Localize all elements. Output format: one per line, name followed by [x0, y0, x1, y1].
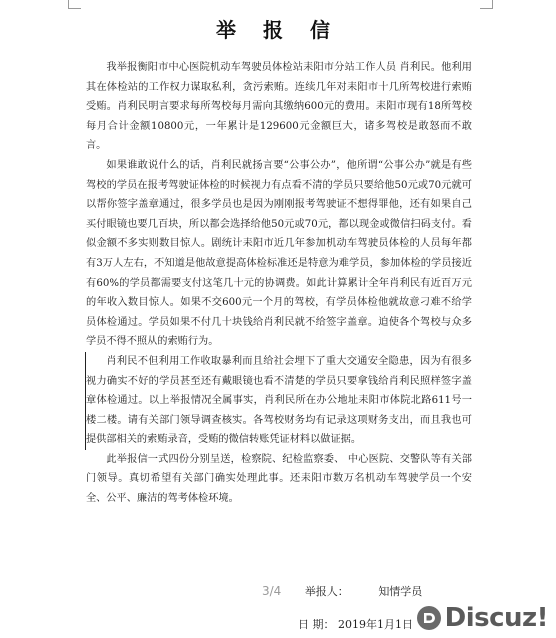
discuz-logo-icon [415, 604, 443, 632]
paragraph-4: 此举报信一式四份分别呈送，检察院、纪检监察委、 中心医院、交警队等有关部门领导。真切希望有关部门确实处理此事。还耒阳市数万名机动车驾驶学员一个安全、公平、廉洁的驾考体检环境。 [86, 453, 472, 505]
date-line [298, 616, 413, 632]
document-body [86, 58, 472, 509]
reporter-name: 知情学员 [378, 585, 423, 598]
date-label: 日 期： [298, 618, 335, 631]
document-title: 举 报 信 [216, 18, 340, 42]
paragraph-2: 如果谁敢说什么的话，肖利民就扬言要“公事公办”，他所谓“公事公办”就是有些驾校的学员在报考驾驶证体检的时候视力有点看不清的学员只要给他50元或70元就可以帮你签字盖章通过，很多学员也是因为刚刚报考驾驶证不想得罪他，还有如果自己买付眼镜也要几百块，所以都会选择给他50元或70元，都以现金或微信扫码支付。看似金额不多实则数目惊人。剧统计耒阳市近几年参加机动车驾驶员体检的人员每年都有3万人左右，不知道是他故意提高体检标准还是特意为难学员，参加体检的学员接近有60%的学员都需要支付这笔几十元的协调费。如此计算累计全年肖利民有近百万元的年收入数目惊人。如果不交600元一个月的驾校，有学员体检他就故意刁难不给学员体检通过。学员如果不付几十块钱给肖利民就不给签字盖章。迫使各个驾校与众多学员不得不照从的索贿行为。 [86, 159, 472, 348]
crop-mark-top-left [68, 0, 81, 9]
paragraph-1: 我举报衡阳市中心医院机动车驾驶员体检站耒阳市分站工作人员 肖利民。他利用其在体检站的工作权力谋取私利，贪污索贿。连续几年对耒阳市十几所驾校进行索贿受贿。肖利民明言要求每所驾校每月需向其缴纳600元的费用。耒阳市现有18所驾校每月合计金额10800元，一年累计是129600元金额巨大，诸多驾校是敢怒而不敢言。 [86, 62, 472, 152]
reporter-label: 举报人： [304, 585, 349, 598]
page-indicator: 3/4 [262, 584, 282, 598]
forum-watermark [413, 601, 552, 635]
paragraph-3[interactable]: 肖利民不但利用工作收取暴利而且给社会埋下了重大交通安全隐患，因为有很多视力确实不好的学员甚至还有戴眼镜也看不清楚的学员只要拿钱给肖利民照样签字盖章体检通过。以上举报情况全属事实，肖利民所在办公地址耒阳市体院北路611号一楼二楼。请有关部门领导调查核实。各驾校财务均有记录这项财务支出，而且我也可提供部相关的索贿录音，受贿的微信转账凭证材料以做证据。 [85, 352, 472, 450]
date-value: 2019年1月1日 [338, 618, 413, 631]
signature-line [262, 583, 422, 599]
crop-mark-top-right [480, 0, 493, 9]
watermark-text: Discuz! [444, 603, 548, 633]
